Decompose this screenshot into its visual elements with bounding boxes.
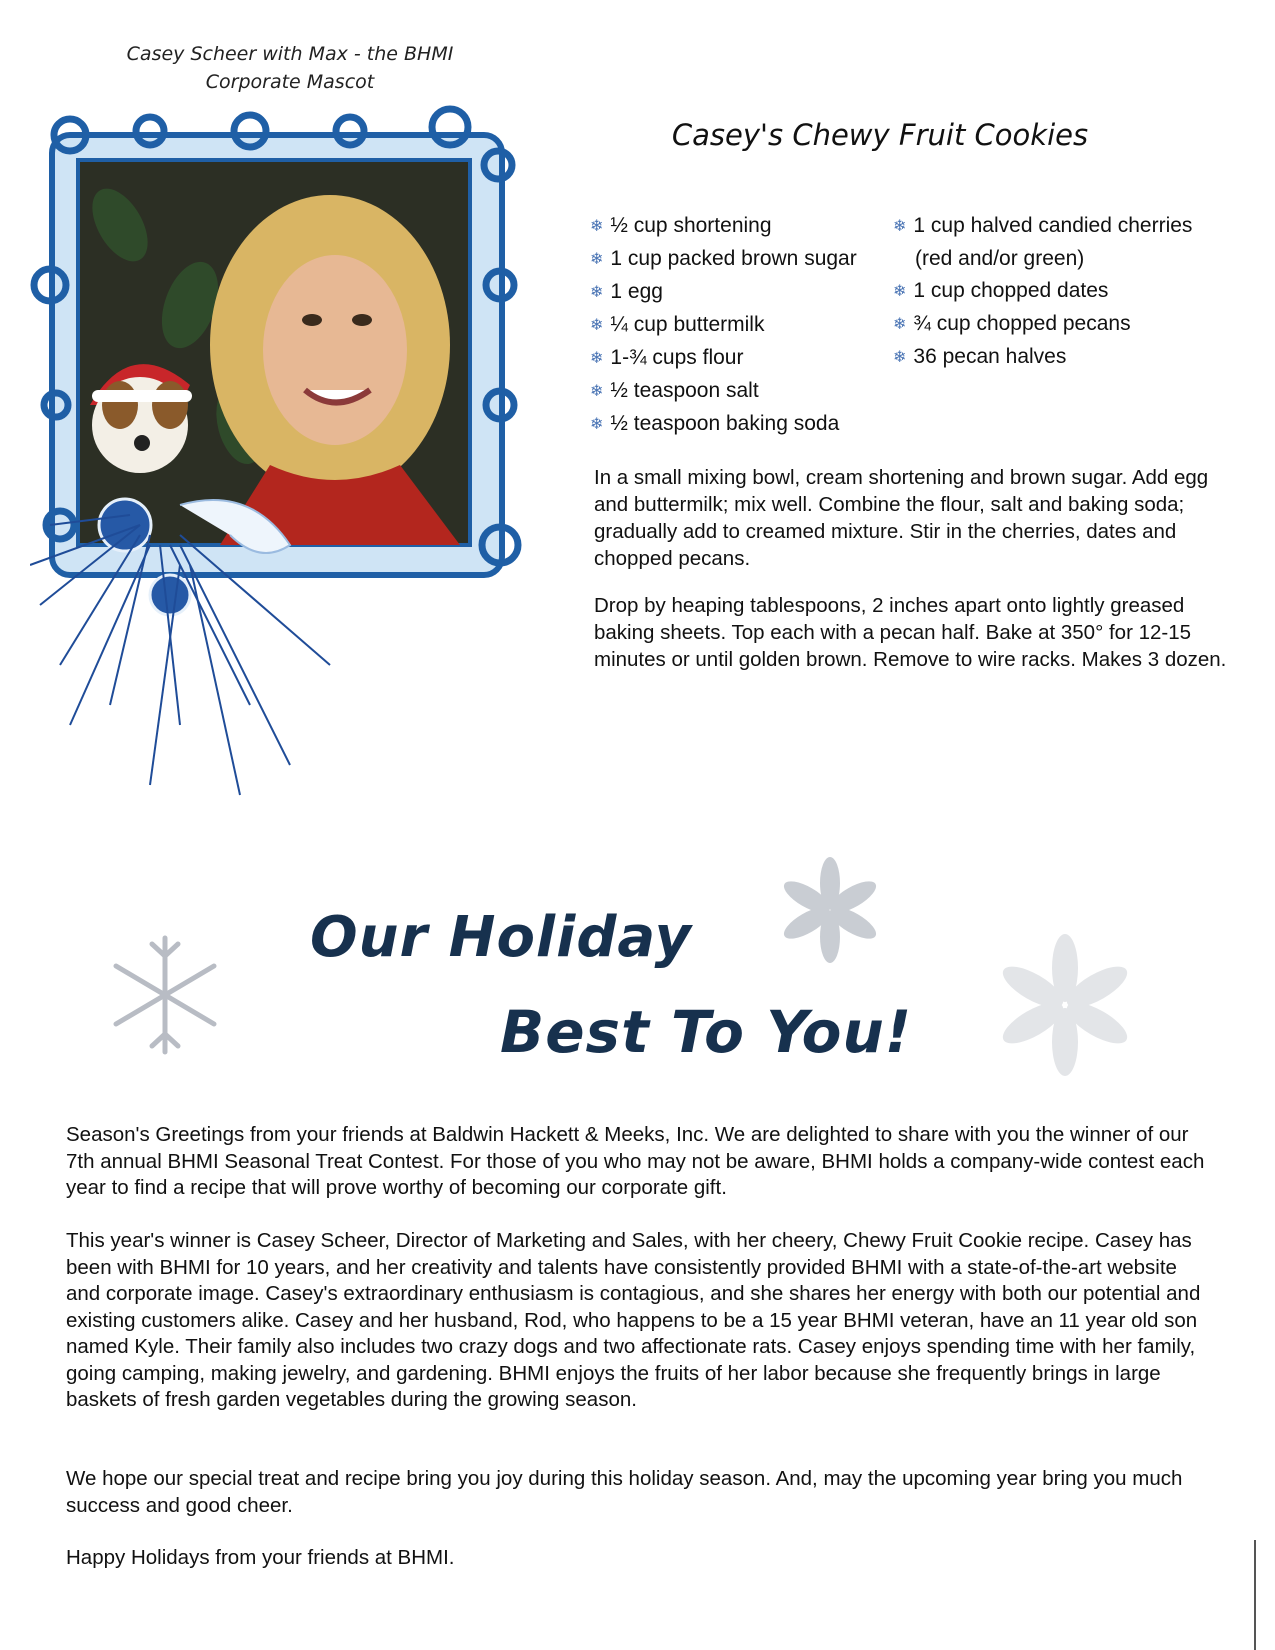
caption-line-2: Corporate Mascot bbox=[205, 71, 375, 93]
snowflake-bullet-icon: ❄ bbox=[590, 218, 604, 235]
snowflake-bullet-icon: ❄ bbox=[893, 218, 907, 235]
snowflake-bullet-icon: ❄ bbox=[893, 349, 907, 366]
ingredient-item: ❄ ½ cup shortening bbox=[590, 214, 772, 237]
snowflake-bullet-icon: ❄ bbox=[590, 251, 604, 268]
ingredient-item: ❄ 1 egg bbox=[590, 280, 663, 303]
ingredient-item: ❄ ¾ cup chopped pecans bbox=[893, 312, 1131, 335]
snowflake-bullet-icon: ❄ bbox=[893, 316, 907, 333]
ingredients-list-left bbox=[590, 210, 890, 441]
letter-paragraph-3: We hope our special treat and recipe bring you joy during this holiday season. And, may the upcoming year bring you much success and good cheer. bbox=[66, 1467, 1183, 1517]
recipe-directions-1: In a small mixing bowl, cream shortening and brown sugar. Add egg and buttermilk; mix well. Combine the flour, salt and baking soda; gradually add to creamed mixture. Stir in the cherries, dates and chopped pecans. bbox=[594, 466, 1209, 570]
snowflake-bullet-icon: ❄ bbox=[893, 283, 907, 300]
margin-line bbox=[1254, 1540, 1256, 1650]
ingredient-item: ❄ 1-¾ cups flour bbox=[590, 346, 744, 369]
photo-caption bbox=[60, 40, 520, 96]
greeting-line-1: Our Holiday bbox=[310, 905, 692, 970]
letter-paragraph-2: This year's winner is Casey Scheer, Director of Marketing and Sales, with her cheery, Chewy Fruit Cookie recipe. Casey has been with BHMI for 10 years, and her creativity and talents have consistently provided BHMI with a state-of-the-art website and corporate image. Casey's extraordinary enthusiasm is contagious, and she shares her energy with both our potential and existing customers alike. Casey and her husband, Rod, who happens to be a 15 year BHMI veteran, have an 11 year old son named Kyle. Their family also includes two crazy dogs and two affectionate rats. Casey enjoys spending time with her family, going camping, making jewelry, and gardening. BHMI enjoys the fruits of her labor because she frequently brings in large baskets of fresh garden vegetables during the growing season. bbox=[66, 1229, 1201, 1411]
recipe-title: Casey's Chewy Fruit Cookies bbox=[671, 118, 1089, 152]
framed-photo bbox=[30, 105, 540, 805]
snowflake-icon bbox=[990, 930, 1140, 1080]
ingredient-item: ❄ 1 cup halved candied cherries bbox=[893, 214, 1193, 237]
ingredient-item: ❄ ½ teaspoon baking soda bbox=[590, 412, 840, 435]
greeting-line-2: Best To You! bbox=[500, 998, 913, 1066]
snowflake-bullet-icon: ❄ bbox=[590, 383, 604, 400]
caption-line-1: Casey Scheer with Max - the BHMI bbox=[126, 43, 454, 65]
snowflake-icon bbox=[775, 855, 885, 965]
ingredient-item: ❄ 1 cup chopped dates bbox=[893, 279, 1109, 302]
snowflake-icon bbox=[100, 930, 230, 1060]
ingredient-item-continued: (red and/or green) bbox=[915, 247, 1085, 270]
snowflake-bullet-icon: ❄ bbox=[590, 284, 604, 301]
photo-illustration bbox=[30, 105, 540, 805]
letter-paragraph-1: Season's Greetings from your friends at Baldwin Hackett & Meeks, Inc. We are delighted to share with you the winner of our 7th annual BHMI Seasonal Treat Contest. For those of you who may not be aware, BHMI holds a company-wide contest each year to find a recipe that will prove worthy of becoming our corporate gift. bbox=[66, 1123, 1205, 1199]
recipe-directions-2: Drop by heaping tablespoons, 2 inches apart onto lightly greased baking sheets. Top each with a pecan half. Bake at 350° for 12-15 minutes or until golden brown. Remove to wire racks. Makes 3 dozen. bbox=[594, 594, 1227, 671]
snowflake-bullet-icon: ❄ bbox=[590, 350, 604, 367]
letter-paragraph-4: Happy Holidays from your friends at BHMI. bbox=[66, 1546, 455, 1569]
ingredient-item: ❄ 36 pecan halves bbox=[893, 345, 1067, 368]
ingredient-item: ❄ 1 cup packed brown sugar bbox=[590, 247, 857, 270]
snowflake-bullet-icon: ❄ bbox=[590, 317, 604, 334]
snowflake-bullet-icon: ❄ bbox=[590, 416, 604, 433]
ingredient-item: ❄ ¼ cup buttermilk bbox=[590, 313, 765, 336]
ingredients-list-right bbox=[893, 210, 1253, 374]
ingredient-item: ❄ ½ teaspoon salt bbox=[590, 379, 759, 402]
